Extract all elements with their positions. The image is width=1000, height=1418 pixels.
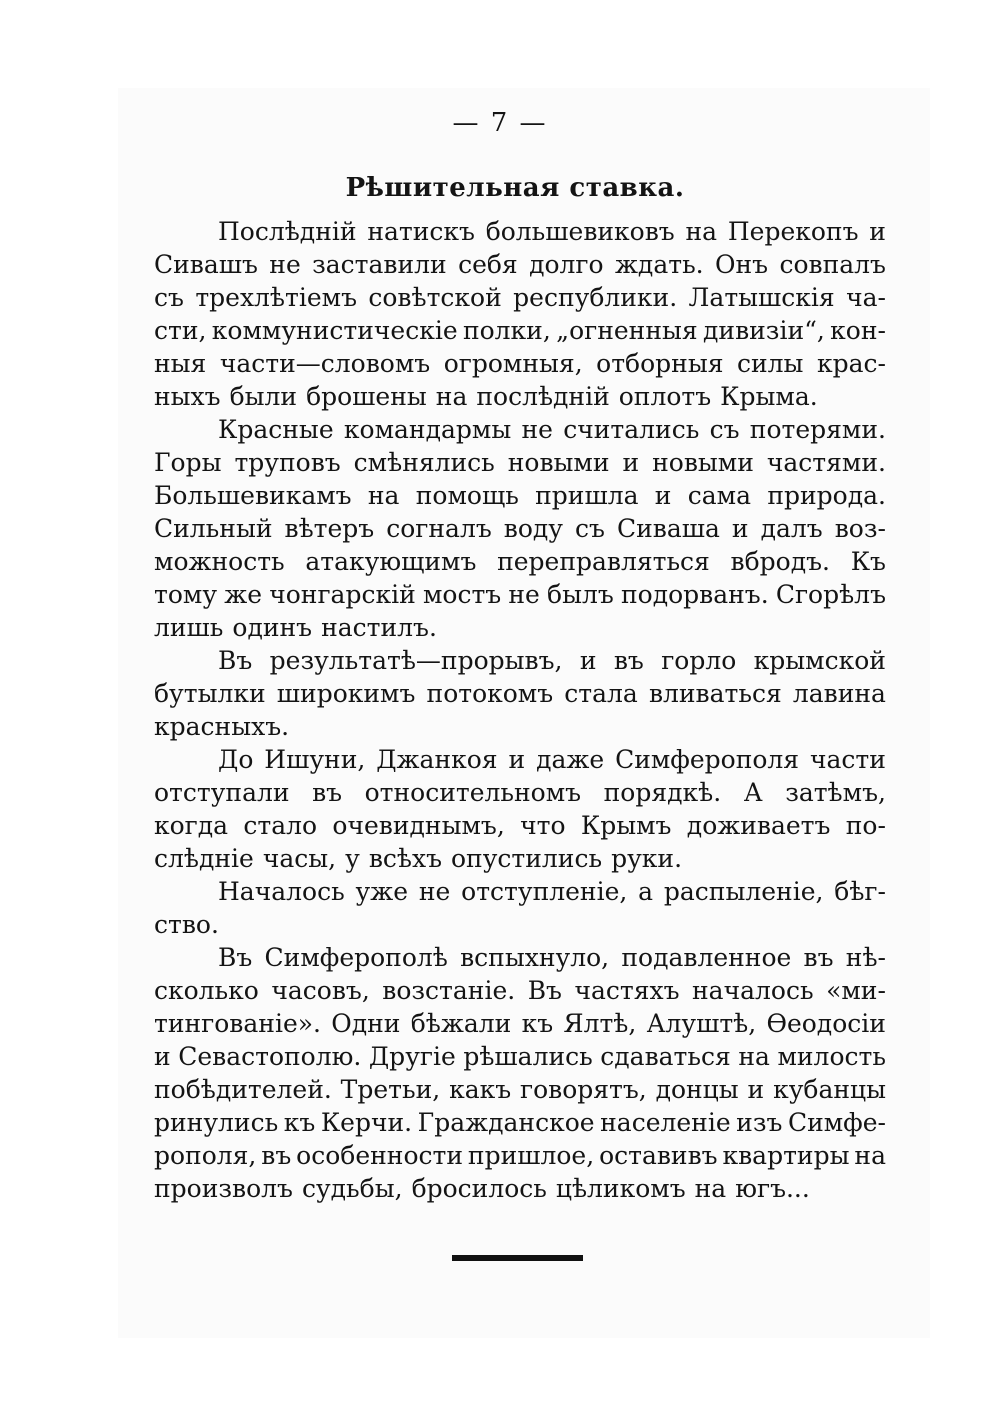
text-line: сти, коммунистическіе полки, „огненныя дивизіи“, кон-: [154, 316, 886, 345]
text-line: Началось уже не отступленіе, а распыленіе, бѣг-: [218, 877, 886, 906]
text-line: когда стало очевиднымъ, что Крымъ доживаетъ по-: [154, 811, 886, 840]
text-line: Горы труповъ смѣнялись новыми и новыми частями.: [154, 448, 886, 477]
text-line: тингованіе». Одни бѣжали къ Ялтѣ, Алуштѣ, Ѳеодосіи: [154, 1009, 886, 1038]
text-line: съ трехлѣтіемъ совѣтской республики. Латышскія ча-: [154, 283, 886, 312]
text-line: и Севастополю. Другіе рѣшались сдаваться на милость: [154, 1042, 886, 1071]
text-line: бутылки широкимъ потокомъ стала вливаться лавина: [154, 679, 886, 708]
text-line: произволъ судьбы, бросилось цѣликомъ на югъ...: [154, 1174, 810, 1203]
body-text: [154, 215, 886, 1205]
text-line: красныхъ.: [154, 712, 290, 741]
chapter-title: Рѣшительная ставка.: [345, 173, 685, 203]
text-line: рополя, въ особенности пришлое, оставивъ квартиры на: [154, 1141, 886, 1170]
text-line: лишь одинъ настилъ.: [154, 613, 437, 642]
text-line: Красные командармы не считались съ потерями.: [218, 415, 886, 444]
end-rule: [452, 1255, 583, 1261]
text-line: Послѣдній натискъ большевиковъ на Перекопъ и: [218, 217, 886, 246]
text-line: побѣдителей. Третьи, какъ говорятъ, донцы и кубанцы: [154, 1075, 886, 1104]
text-line: ныхъ были брошены на послѣдній оплотъ Крыма.: [154, 382, 818, 411]
page-number: — 7 —: [452, 108, 548, 138]
text-line: Сивашъ не заставили себя долго ждать. Онъ совпалъ: [154, 250, 886, 279]
text-line: Сильный вѣтеръ согналъ воду съ Сиваша и далъ воз-: [154, 514, 886, 543]
text-line: ныя части—словомъ огромныя, отборныя силы крас-: [154, 349, 886, 378]
text-line: Большевикамъ на помощь пришла и сама природа.: [154, 481, 886, 510]
text-line: можность атакующимъ переправляться вбродъ. Къ: [154, 547, 886, 576]
text-line: ство.: [154, 910, 219, 939]
text-line: тому же чонгарскій мостъ не былъ подорванъ. Сгорѣлъ: [154, 580, 886, 609]
text-line: отступали въ относительномъ порядкѣ. А затѣмъ,: [154, 778, 886, 807]
text-line: слѣдніе часы, у всѣхъ опустились руки.: [154, 844, 683, 873]
text-line: Въ результатѣ—прорывъ, и въ горло крымской: [218, 646, 886, 675]
text-line: Въ Симферополѣ вспыхнуло, подавленное въ нѣ-: [218, 943, 886, 972]
text-line: сколько часовъ, возстаніе. Въ частяхъ началось «ми-: [154, 976, 886, 1005]
text-line: До Ишуни, Джанкоя и даже Симферополя части: [218, 745, 886, 774]
text-line: ринулись къ Керчи. Гражданское населеніе изъ Симфе-: [154, 1108, 886, 1137]
